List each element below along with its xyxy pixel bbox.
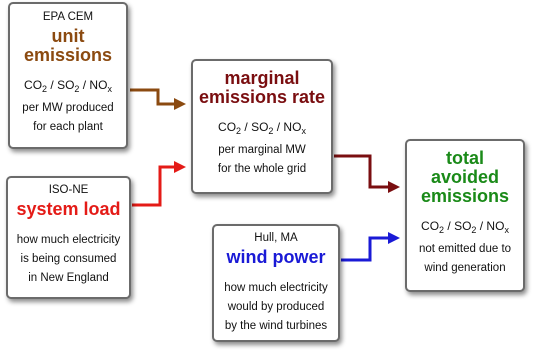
box-title: marginal emissions rate — [198, 68, 326, 107]
arrow-load-to-marginal — [132, 167, 180, 205]
marginal-emissions-box — [191, 59, 333, 194]
source-label: EPA CEM — [42, 11, 94, 23]
source-label: ISO-NE — [48, 184, 89, 196]
box-title: total avoided emissions — [420, 148, 510, 206]
pollutant-formula: $CO_2 / SO_2 / NO_x$ — [218, 120, 306, 136]
arrow-marginal-to-total — [334, 156, 394, 187]
box-title: wind power — [226, 246, 326, 267]
pollutant-formula: $CO_2 / SO_2 / NO_x$ — [421, 219, 509, 235]
source-label: Hull, MA — [254, 232, 298, 244]
box-title: system load — [16, 198, 121, 219]
unit-emissions-box — [8, 2, 128, 149]
box-description: per MW produced for each plant — [22, 101, 114, 133]
box-description: not emitted due to wind generation — [418, 243, 512, 274]
box-title: unit emissions — [23, 25, 113, 65]
total-avoided-emissions-box — [405, 139, 525, 292]
wind-power-box — [212, 224, 340, 342]
system-load-box — [6, 176, 131, 299]
arrow-wind-to-total — [341, 238, 394, 260]
box-description: how much electricity would by produced by the wind turbines — [224, 281, 328, 332]
box-description: how much electricity is being consumed in New England — [16, 233, 121, 284]
box-description: per marginal MW for the whole grid — [217, 144, 307, 175]
pollutant-formula: $CO_2 / SO_2 / NO_x$ — [24, 77, 112, 94]
arrow-unit-to-marginal — [130, 90, 180, 104]
